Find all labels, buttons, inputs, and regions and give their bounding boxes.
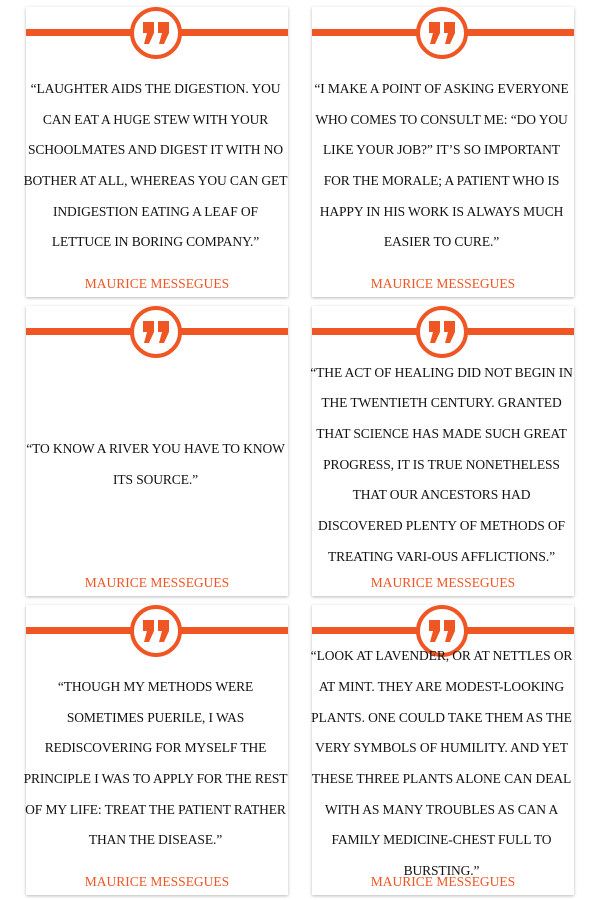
quote-card [312,7,574,297]
quote-mark-icon [427,18,457,48]
quote-text: “LOOK AT LAVENDER, OR AT NETTLES OR AT MINT. THEY ARE MODEST-LOOKING PLANTS. ONE COULD TAKE THEM AS THE VERY SYMBOLS OF HUMILITY. AND YET THESE THREE PLANTS ALONE CAN DEAL WITH AS MANY TROUBLES AS CAN A FAMILY MEDICINE-CHEST FULL TO BURSTING.” [310,648,573,879]
quote-badge [416,7,468,59]
quote-mark-icon [141,18,171,48]
quote-author: MAURICE MESSEGUES [84,276,230,291]
quote-area [312,366,574,564]
quote-author: MAURICE MESSEGUES [370,575,516,590]
quote-text: “TO KNOW A RIVER YOU HAVE TO KNOW ITS SOURCE.” [26,441,285,487]
quote-author: MAURICE MESSEGUES [84,874,230,889]
quote-area [26,366,288,564]
quote-mark-icon [427,317,457,347]
quote-card [26,306,288,596]
quote-mark-icon [141,616,171,646]
quote-text: “I MAKE A POINT OF ASKING EVERYONE WHO COMES TO CONSULT ME: “DO YOU LIKE YOUR JOB?” IT’S SO IMPORTANT FOR THE MORALE; A PATIENT WHO IS HAPPY IN HIS WORK IS ALWAYS MUCH EASIER TO CURE.” [314,80,569,250]
quote-badge [130,7,182,59]
quote-text: “THE ACT OF HEALING DID NOT BEGIN IN THE TWENTIETH CENTURY. GRANTED THAT SCIENCE HAS MADE SUCH GREAT PROGRESS, IT IS TRUE NONETHELESS THAT OUR ANCESTORS HAD DISCOVERED PLENTY OF METHODS OF TREATING VARI-OUS AFFLICTIONS.” [310,364,573,564]
quote-card [312,605,574,895]
quote-area [23,665,288,863]
quote-text: “LAUGHTER AIDS THE DIGESTION. YOU CAN EAT A HUGE STEW WITH YOUR SCHOOLMATES AND DIGEST IT WITH NO BOTHER AT ALL, WHEREAS YOU CAN GET INDIGESTION EATING A LEAF OF LETTUCE IN BORING COMPANY.” [23,80,288,250]
quote-card [312,306,574,596]
quote-area [310,648,574,879]
quote-author: MAURICE MESSEGUES [84,575,230,590]
quote-card [23,7,288,297]
quote-badge [416,306,468,358]
quote-author: MAURICE MESSEGUES [370,276,516,291]
quote-badge [130,306,182,358]
quote-text: “THOUGH MY METHODS WERE SOMETIMES PUERILE, I WAS REDISCOVERING FOR MYSELF THE PRINCIPLE I WAS TO APPLY FOR THE REST OF MY LIFE: TREAT THE PATIENT RATHER THAN THE DISEASE.” [23,678,288,848]
quote-mark-icon [141,317,171,347]
quote-card [23,605,288,895]
quote-area [23,67,288,265]
quote-badge [130,605,182,657]
quote-author: MAURICE MESSEGUES [370,874,516,889]
quote-area [312,67,574,265]
